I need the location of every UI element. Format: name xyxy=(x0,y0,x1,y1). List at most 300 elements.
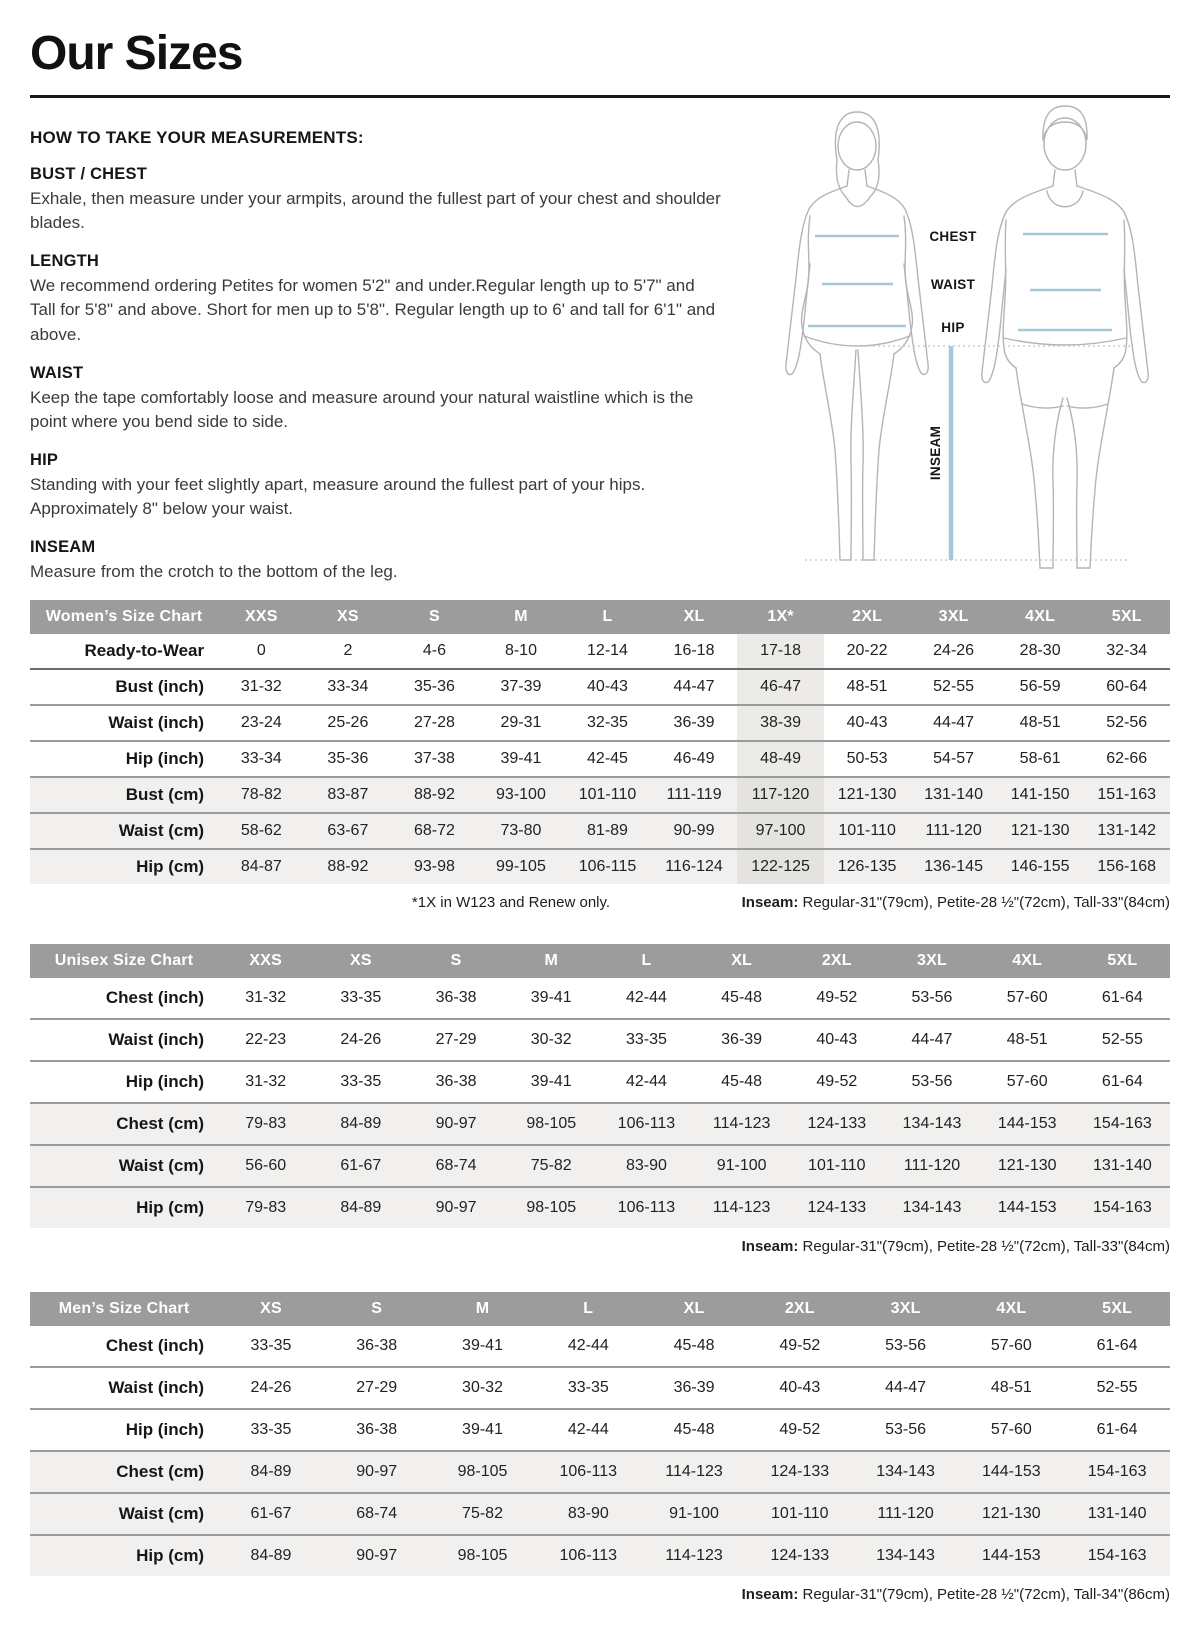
column-header: 4XL xyxy=(980,944,1075,978)
column-header: 2XL xyxy=(747,1292,853,1326)
size-cell: 154-163 xyxy=(1064,1451,1170,1493)
column-header: XL xyxy=(641,1292,747,1326)
size-cell: 114-123 xyxy=(694,1103,789,1145)
size-cell: 39-41 xyxy=(530,989,572,1007)
row-label: Hip (cm) xyxy=(30,1535,218,1576)
table-row xyxy=(30,1535,1170,1576)
size-cell: 33-35 xyxy=(599,1019,694,1061)
column-header: 2XL xyxy=(824,600,911,634)
size-cell: 52-55 xyxy=(910,669,997,705)
row-label: Waist (inch) xyxy=(30,705,218,741)
size-cell: 52-55 xyxy=(1064,1367,1170,1409)
column-header: S xyxy=(408,944,503,978)
footnote-asterisk-note: *1X in W123 and Renew only. xyxy=(411,894,611,912)
table-row xyxy=(30,1493,1170,1535)
table-row xyxy=(30,1019,1170,1061)
size-cell: 101-110 xyxy=(564,777,651,813)
size-cell: 97-100 xyxy=(737,813,824,849)
table-title: Men’s Size Chart xyxy=(30,1292,218,1326)
size-cell: 39-41 xyxy=(462,1337,503,1355)
size-cell: 60-64 xyxy=(1083,669,1170,705)
size-cell: 131-140 xyxy=(1075,1145,1170,1187)
size-cell: 27-29 xyxy=(408,1019,503,1061)
size-cell: 144-153 xyxy=(958,1451,1064,1493)
size-cell: 144-153 xyxy=(958,1535,1064,1576)
size-cell: 111-120 xyxy=(884,1145,979,1187)
size-cell: 45-48 xyxy=(694,1061,789,1103)
size-cell: 58-61 xyxy=(997,741,1084,777)
size-cell: 136-145 xyxy=(910,849,997,884)
size-cell: 30-32 xyxy=(504,1019,599,1061)
size-cell: 36-39 xyxy=(651,705,738,741)
female-figure-outline xyxy=(786,112,928,560)
column-header: 4XL xyxy=(997,600,1084,634)
size-cell: 90-99 xyxy=(651,813,738,849)
row-label: Chest (inch) xyxy=(105,1336,205,1356)
page-title: Our Sizes xyxy=(30,27,243,80)
size-cell: 124-133 xyxy=(747,1451,853,1493)
section-body-bust-chest: Exhale, then measure under your armpits, around the fullest part of your chest and shoulder blades. xyxy=(30,189,721,233)
male-figure-outline xyxy=(982,106,1148,568)
size-cell: 101-110 xyxy=(747,1493,853,1535)
size-cell: 154-163 xyxy=(1064,1535,1170,1576)
column-header: S xyxy=(391,600,478,634)
size-cell: 40-43 xyxy=(747,1367,853,1409)
waist-label: WAIST xyxy=(930,277,976,292)
size-cell: 68-72 xyxy=(391,813,478,849)
table-header-row xyxy=(30,600,1170,634)
size-cell: 79-83 xyxy=(218,1187,313,1228)
chest-label: CHEST xyxy=(929,229,977,244)
row-label: Waist (inch) xyxy=(30,1019,218,1061)
size-cell: 106-115 xyxy=(564,849,651,884)
column-header: 5XL xyxy=(1064,1292,1170,1326)
mens-size-chart-section xyxy=(30,1292,1170,1606)
size-cell: 24-26 xyxy=(218,1367,324,1409)
size-cell: 61-64 xyxy=(1101,989,1143,1007)
size-cell: 116-124 xyxy=(651,849,738,884)
table-row xyxy=(30,1145,1170,1187)
section-title-inseam: INSEAM xyxy=(30,538,96,557)
size-cell: 42-44 xyxy=(599,1061,694,1103)
size-cell: 50-53 xyxy=(824,741,911,777)
size-cell: 61-64 xyxy=(1075,1061,1170,1103)
size-cell: 44-47 xyxy=(651,669,738,705)
column-header: L xyxy=(564,600,651,634)
table-row xyxy=(30,777,1170,813)
size-cell: 68-74 xyxy=(408,1145,503,1187)
size-cell: 121-130 xyxy=(997,813,1084,849)
size-cell: 90-97 xyxy=(324,1451,430,1493)
column-header: M xyxy=(430,1292,536,1326)
row-label: Waist (cm) xyxy=(30,813,218,849)
size-cell: 42-44 xyxy=(567,1337,609,1355)
row-label: Hip (inch) xyxy=(30,1409,218,1451)
table-row xyxy=(30,1367,1170,1409)
size-cell: 91-100 xyxy=(694,1145,789,1187)
size-cell: 33-35 xyxy=(535,1367,641,1409)
size-cell: 33-35 xyxy=(313,1061,408,1103)
size-cell: 106-113 xyxy=(535,1535,641,1576)
size-cell: 33-35 xyxy=(250,1337,292,1355)
size-cell: 144-153 xyxy=(980,1103,1075,1145)
size-cell: 53-56 xyxy=(884,1061,979,1103)
size-cell: 27-29 xyxy=(324,1367,430,1409)
size-cell: 88-92 xyxy=(305,849,392,884)
column-header: XL xyxy=(694,944,789,978)
size-cell: 53-56 xyxy=(885,1337,927,1355)
size-cell: 131-140 xyxy=(910,777,997,813)
row-label: Hip (inch) xyxy=(30,1061,218,1103)
size-cell: 42-44 xyxy=(625,989,667,1007)
table-footnote xyxy=(30,1586,1170,1606)
size-cell: 154-163 xyxy=(1075,1103,1170,1145)
row-label: Hip (inch) xyxy=(30,741,218,777)
size-cell: 31-32 xyxy=(218,1061,313,1103)
size-cell: 61-67 xyxy=(218,1493,324,1535)
size-cell: 39-41 xyxy=(430,1409,536,1451)
size-cell: 78-82 xyxy=(218,777,305,813)
size-cell: 45-48 xyxy=(673,1337,715,1355)
size-cell: 36-38 xyxy=(356,1337,398,1355)
size-cell: 37-38 xyxy=(391,741,478,777)
size-table xyxy=(30,600,1170,884)
table-row xyxy=(30,634,1170,669)
column-header: XL xyxy=(651,600,738,634)
section-body-waist: Keep the tape comfortably loose and measure around your natural waistline which is the point where you bend side to side. xyxy=(30,387,694,431)
size-cell: 56-60 xyxy=(218,1145,313,1187)
size-cell: 101-110 xyxy=(789,1145,884,1187)
column-header: 2XL xyxy=(789,944,884,978)
column-header: 4XL xyxy=(958,1292,1064,1326)
size-cell: 45-48 xyxy=(721,989,763,1007)
section-body-inseam: Measure from the crotch to the bottom of the leg. xyxy=(30,562,398,582)
column-header: XXS xyxy=(218,944,313,978)
table-footnote xyxy=(30,1238,1170,1258)
size-cell: 44-47 xyxy=(853,1367,959,1409)
measurement-instructions xyxy=(30,98,748,584)
column-header: 5XL xyxy=(1075,944,1170,978)
size-cell: 121-130 xyxy=(824,777,911,813)
size-cell: 56-59 xyxy=(997,669,1084,705)
size-cell: 84-89 xyxy=(313,1103,408,1145)
inseam-footnote: Inseam: Regular-31"(79cm), Petite-28 ½"(72cm), Tall-34"(86cm) xyxy=(741,1586,1170,1604)
column-header: L xyxy=(535,1292,641,1326)
size-table xyxy=(30,1292,1170,1576)
size-cell: 114-123 xyxy=(641,1451,747,1493)
size-cell: 101-110 xyxy=(824,813,911,849)
size-cell: 58-62 xyxy=(218,813,305,849)
size-cell: 63-67 xyxy=(305,813,392,849)
column-header: M xyxy=(504,944,599,978)
size-cell: 98-105 xyxy=(430,1535,536,1576)
size-cell: 35-36 xyxy=(391,669,478,705)
size-cell: 131-142 xyxy=(1083,813,1170,849)
size-cell: 39-41 xyxy=(478,741,565,777)
size-cell: 121-130 xyxy=(958,1493,1064,1535)
row-label: Waist (inch) xyxy=(30,1367,218,1409)
size-table xyxy=(30,944,1170,1228)
size-cell: 48-51 xyxy=(997,705,1084,741)
size-cell: 99-105 xyxy=(478,849,565,884)
table-row xyxy=(30,1061,1170,1103)
size-cell: 49-52 xyxy=(779,1337,821,1355)
intro-section xyxy=(30,98,1170,584)
size-cell: 28-30 xyxy=(1019,642,1061,660)
size-cell: 141-150 xyxy=(997,777,1084,813)
inseam-footnote: Inseam: Regular-31"(79cm), Petite-28 ½"(72cm), Tall-33"(84cm) xyxy=(741,1238,1170,1256)
size-cell: 48-51 xyxy=(980,1019,1075,1061)
size-cell: 30-32 xyxy=(430,1367,536,1409)
size-cell: 144-153 xyxy=(980,1187,1075,1228)
size-cell: 53-56 xyxy=(853,1409,959,1451)
size-cell: 27-28 xyxy=(391,705,478,741)
size-cell: 32-34 xyxy=(1106,642,1148,660)
size-cell: 17-18 xyxy=(737,634,824,669)
size-cell: 33-35 xyxy=(218,1409,324,1451)
row-label: Bust (inch) xyxy=(30,669,218,705)
table-header-row xyxy=(30,944,1170,978)
hip-label: HIP xyxy=(941,320,965,335)
section-title-bust-chest: BUST / CHEST xyxy=(30,165,147,183)
size-cell: 45-48 xyxy=(641,1409,747,1451)
row-label: Bust (cm) xyxy=(30,777,218,813)
size-cell: 39-41 xyxy=(504,1061,599,1103)
column-header: XS xyxy=(313,944,408,978)
table-row xyxy=(30,813,1170,849)
body-figures-illustration xyxy=(748,98,1170,582)
size-cell: 134-143 xyxy=(853,1535,959,1576)
size-cell: 146-155 xyxy=(997,849,1084,884)
size-cell: 57-60 xyxy=(990,1337,1032,1355)
size-cell: 38-39 xyxy=(737,705,824,741)
column-header: 3XL xyxy=(910,600,997,634)
size-cell: 31-32 xyxy=(245,989,287,1007)
size-cell: 48-51 xyxy=(958,1367,1064,1409)
size-cell: 91-100 xyxy=(641,1493,747,1535)
size-cell: 42-45 xyxy=(564,741,651,777)
size-cell: 49-52 xyxy=(747,1409,853,1451)
row-label: Waist (cm) xyxy=(30,1493,218,1535)
size-cell: 83-90 xyxy=(599,1145,694,1187)
size-cell: 31-32 xyxy=(218,669,305,705)
column-header: 3XL xyxy=(884,944,979,978)
size-cell: 48-49 xyxy=(737,741,824,777)
row-label: Hip (cm) xyxy=(30,849,218,884)
measurement-diagram xyxy=(748,98,1170,582)
size-cell: 93-98 xyxy=(391,849,478,884)
size-cell: 90-97 xyxy=(408,1187,503,1228)
size-cell: 57-60 xyxy=(980,1061,1075,1103)
size-cell: 46-49 xyxy=(651,741,738,777)
size-cell: 36-38 xyxy=(435,989,477,1007)
size-cell: 29-31 xyxy=(478,705,565,741)
column-header: XS xyxy=(305,600,392,634)
spacer xyxy=(30,1258,1170,1276)
size-cell: 49-52 xyxy=(816,989,858,1007)
size-cell: 37-39 xyxy=(478,669,565,705)
size-cell: 40-43 xyxy=(824,705,911,741)
size-cell: 44-47 xyxy=(910,705,997,741)
size-cell: 88-92 xyxy=(391,777,478,813)
size-cell: 36-38 xyxy=(408,1061,503,1103)
column-header: 1X* xyxy=(737,600,824,634)
size-cell: 33-34 xyxy=(305,669,392,705)
column-header: L xyxy=(599,944,694,978)
section-body-hip: Standing with your feet slightly apart, measure around the fullest part of your hips. Approximately 8" below your waist. xyxy=(30,474,646,518)
section-title-waist: WAIST xyxy=(30,363,84,382)
size-cell: 83-87 xyxy=(305,777,392,813)
table-row xyxy=(30,741,1170,777)
size-cell: 48-51 xyxy=(824,669,911,705)
size-cell: 42-44 xyxy=(535,1409,641,1451)
size-cell: 32-35 xyxy=(564,705,651,741)
table-header-row xyxy=(30,1292,1170,1326)
row-label: Chest (inch) xyxy=(105,988,205,1008)
size-cell: 111-119 xyxy=(651,777,738,813)
table-row xyxy=(30,1187,1170,1228)
size-cell: 40-43 xyxy=(789,1019,884,1061)
row-label: Waist (cm) xyxy=(30,1145,218,1187)
size-cell: 79-83 xyxy=(218,1103,313,1145)
size-cell: 83-90 xyxy=(535,1493,641,1535)
size-cell: 73-80 xyxy=(478,813,565,849)
row-label: Ready-to-Wear xyxy=(84,641,205,661)
size-cell: 84-89 xyxy=(218,1451,324,1493)
size-cell: 122-125 xyxy=(737,849,824,884)
unisex-size-chart-section xyxy=(30,944,1170,1258)
size-cell: 52-56 xyxy=(1083,705,1170,741)
table-row xyxy=(30,849,1170,884)
size-cell: 44-47 xyxy=(884,1019,979,1061)
size-cell: 75-82 xyxy=(430,1493,536,1535)
size-cell: 33-35 xyxy=(340,989,382,1007)
size-cell: 106-113 xyxy=(535,1451,641,1493)
size-cell: 57-60 xyxy=(958,1409,1064,1451)
size-cell: 4-6 xyxy=(422,642,446,660)
size-cell: 84-89 xyxy=(313,1187,408,1228)
table-row xyxy=(30,705,1170,741)
size-cell: 0 xyxy=(256,642,266,660)
size-cell: 36-38 xyxy=(324,1409,430,1451)
size-cell: 22-23 xyxy=(218,1019,313,1061)
size-cell: 75-82 xyxy=(504,1145,599,1187)
size-cell: 114-123 xyxy=(694,1187,789,1228)
table-title: Women’s Size Chart xyxy=(30,600,218,634)
size-cell: 84-89 xyxy=(218,1535,324,1576)
size-cell: 46-47 xyxy=(737,669,824,705)
row-label: Hip (cm) xyxy=(30,1187,218,1228)
size-cell: 117-120 xyxy=(737,777,824,813)
column-header: S xyxy=(324,1292,430,1326)
size-cell: 90-97 xyxy=(324,1535,430,1576)
size-cell: 93-100 xyxy=(478,777,565,813)
table-title: Unisex Size Chart xyxy=(30,944,218,978)
size-cell: 134-143 xyxy=(884,1187,979,1228)
size-cell: 134-143 xyxy=(853,1451,959,1493)
size-cell: 62-66 xyxy=(1083,741,1170,777)
size-cell: 124-133 xyxy=(789,1187,884,1228)
size-cell: 90-97 xyxy=(408,1103,503,1145)
column-header: 5XL xyxy=(1083,600,1170,634)
size-cell: 52-55 xyxy=(1075,1019,1170,1061)
size-cell: 16-18 xyxy=(673,642,715,660)
inseam-label: INSEAM xyxy=(928,425,943,481)
table-footnote xyxy=(30,894,1170,914)
size-cell: 2 xyxy=(343,642,353,660)
size-cell: 61-67 xyxy=(313,1145,408,1187)
size-cell: 36-39 xyxy=(694,1019,789,1061)
size-cell: 124-133 xyxy=(747,1535,853,1576)
table-row xyxy=(30,1103,1170,1145)
size-cell: 98-105 xyxy=(430,1451,536,1493)
table-row xyxy=(30,1451,1170,1493)
column-header: 3XL xyxy=(853,1292,959,1326)
size-cell: 68-74 xyxy=(324,1493,430,1535)
column-header: M xyxy=(478,600,565,634)
size-cell: 35-36 xyxy=(305,741,392,777)
size-cell: 61-64 xyxy=(1064,1409,1170,1451)
size-cell: 134-143 xyxy=(884,1103,979,1145)
size-cell: 54-57 xyxy=(910,741,997,777)
size-cell: 49-52 xyxy=(789,1061,884,1103)
size-cell: 84-87 xyxy=(218,849,305,884)
size-cell: 98-105 xyxy=(504,1187,599,1228)
section-title-hip: HIP xyxy=(30,450,59,469)
womens-size-chart-section xyxy=(30,600,1170,914)
table-row xyxy=(30,669,1170,705)
table-row xyxy=(30,1326,1170,1367)
size-cell: 126-135 xyxy=(824,849,911,884)
size-cell: 111-120 xyxy=(910,813,997,849)
section-body-length: We recommend ordering Petites for women 5'2" and under.Regular length up to 5'7" and Tall for 5'8" and above. Short for men up to 5'8". Regular length up to 6' and tall for 6'1" and above. xyxy=(30,276,716,344)
size-cell: 53-56 xyxy=(911,989,953,1007)
size-cell: 25-26 xyxy=(305,705,392,741)
size-cell: 131-140 xyxy=(1064,1493,1170,1535)
size-cell: 20-22 xyxy=(846,642,888,660)
size-cell: 98-105 xyxy=(504,1103,599,1145)
table-row xyxy=(30,978,1170,1019)
size-cell: 121-130 xyxy=(980,1145,1075,1187)
row-label: Chest (cm) xyxy=(30,1451,218,1493)
size-cell: 23-24 xyxy=(218,705,305,741)
row-label: Chest (cm) xyxy=(30,1103,218,1145)
size-cell: 40-43 xyxy=(564,669,651,705)
size-cell: 81-89 xyxy=(564,813,651,849)
size-cell: 106-113 xyxy=(599,1187,694,1228)
size-cell: 114-123 xyxy=(641,1535,747,1576)
size-cell: 24-26 xyxy=(933,642,975,660)
size-cell: 12-14 xyxy=(587,642,628,660)
size-cell: 61-64 xyxy=(1096,1337,1138,1355)
section-title-length: LENGTH xyxy=(30,252,100,271)
table-row xyxy=(30,1409,1170,1451)
size-cell: 156-168 xyxy=(1083,849,1170,884)
size-cell: 24-26 xyxy=(313,1019,408,1061)
size-cell: 8-10 xyxy=(504,642,537,660)
size-cell: 111-120 xyxy=(853,1493,959,1535)
size-cell: 33-34 xyxy=(218,741,305,777)
size-cell: 151-163 xyxy=(1083,777,1170,813)
inseam-footnote: Inseam: Regular-31"(79cm), Petite-28 ½"(72cm), Tall-33"(84cm) xyxy=(741,894,1170,912)
instructions-heading: HOW TO TAKE YOUR MEASUREMENTS: xyxy=(30,128,364,147)
column-header: XXS xyxy=(218,600,305,634)
column-header: XS xyxy=(218,1292,324,1326)
size-cell: 106-113 xyxy=(599,1103,694,1145)
size-cell: 57-60 xyxy=(1006,989,1048,1007)
size-cell: 154-163 xyxy=(1075,1187,1170,1228)
size-cell: 124-133 xyxy=(789,1103,884,1145)
